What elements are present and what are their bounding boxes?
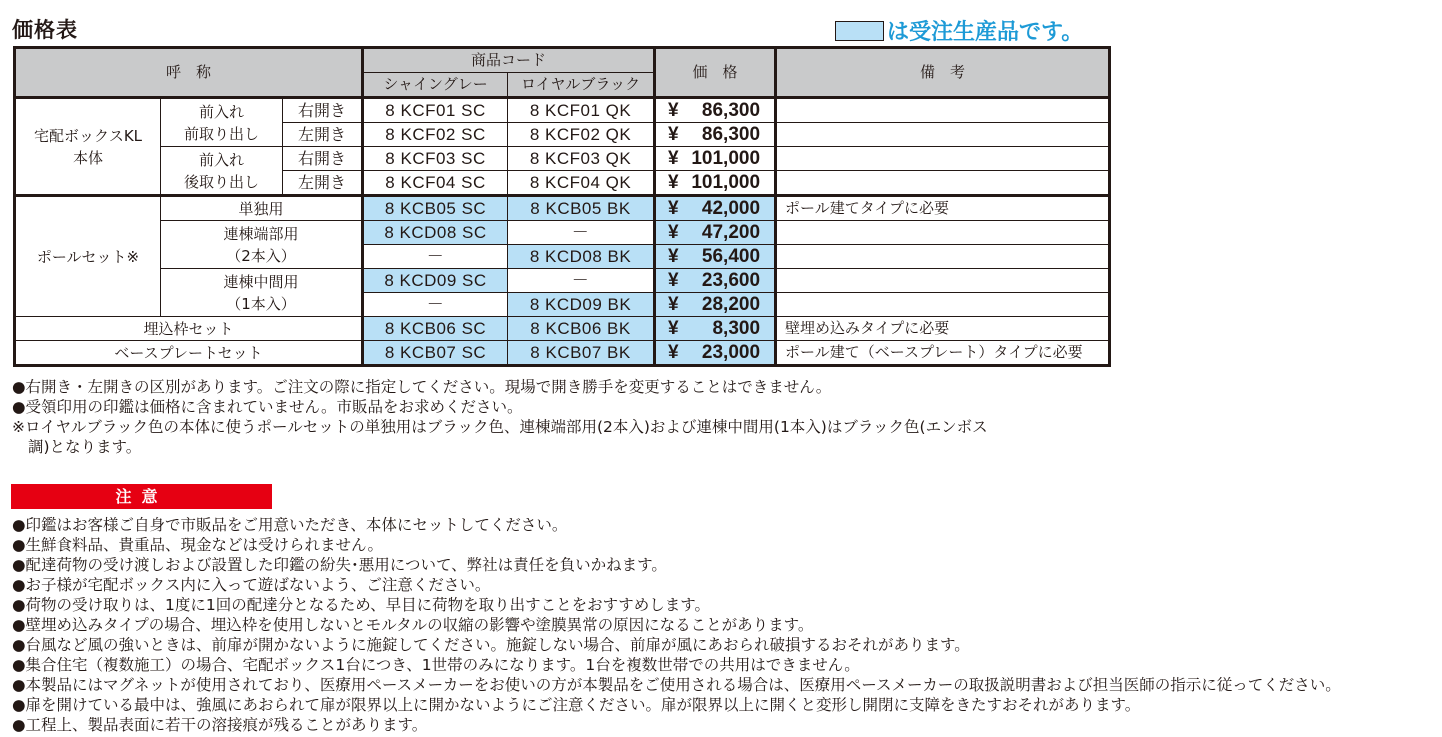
subgroup-line2: （2本入） [226, 246, 296, 265]
code-sc: 8 KCB05 SC [363, 196, 508, 221]
caution-item: ●印鑑はお客様ご自身で市販品をご用意いただき、本体にセットしてください。 [12, 516, 568, 534]
yen-sign: ¥ [668, 172, 679, 193]
opening-direction: 右開き [283, 98, 363, 123]
opening-direction: 左開き [283, 171, 363, 196]
yen-sign: ¥ [668, 246, 679, 267]
note-item: ●受領印用の印鑑は価格に含まれていません。市販品をお求めください。 [12, 398, 523, 416]
table-row [15, 147, 1110, 171]
group-body-line2: 本体 [72, 149, 103, 167]
price-value: 56,400 [701, 246, 761, 267]
price [655, 196, 776, 221]
code-sc: 8 KCD08 SC [363, 221, 508, 245]
table-row [15, 269, 1110, 293]
table-row [15, 341, 1110, 366]
made-to-order-label: は受注生産品です。 [887, 20, 1084, 45]
subgroup-line1: 連棟中間用 [223, 272, 299, 291]
header-shine-gray: シャイングレー [363, 73, 508, 98]
code-qk: 8 KCB07 BK [508, 341, 655, 366]
price-value: 8,300 [712, 318, 761, 339]
code-qk: 8 KCF01 QK [508, 98, 655, 123]
header-remarks: 備 考 [776, 48, 1110, 98]
group-body-line1: 宅配ボックスKL [33, 127, 143, 145]
price-value: 28,200 [701, 294, 761, 315]
header-name: 呼 称 [15, 48, 363, 98]
yen-sign: ¥ [668, 294, 679, 315]
header-royal-black: ロイヤルブラック [508, 73, 655, 98]
caution-item: ●配達荷物の受け渡しおよび設置した印鑑の紛失･悪用について、弊社は責任を負いかねます。 [12, 556, 667, 574]
code-qk: 8 KCB05 BK [508, 196, 655, 221]
code-qk: 8 KCF04 QK [508, 171, 655, 196]
caution-item: ●集合住宅（複数施工）の場合、宅配ボックス1台につき、1世帯のみになります。1台を複数世帯での共用はできません。 [12, 656, 860, 674]
note-item: ●右開き・左開きの区別があります。ご注文の際に指定してください。現場で開き勝手を変更することはできません。 [12, 378, 832, 396]
code-sc: － [363, 293, 508, 317]
price-value: 86,300 [701, 100, 761, 121]
caution-item: ●荷物の受け取りは、1度に1回の配達分となるため、早目に荷物を取り出すことをおすすめします。 [12, 596, 711, 614]
price [655, 269, 776, 293]
yen-sign: ¥ [668, 198, 679, 219]
caution-heading: 注意 [11, 484, 272, 509]
price-value: 101,000 [691, 172, 761, 193]
price-value: 23,000 [701, 342, 761, 363]
subgroup-end [161, 221, 363, 269]
caution-item: ●壁埋め込みタイプの場合、埋込枠を使用しないとモルタルの収縮の影響や塗膜異常の原因になることがあります。 [12, 616, 814, 634]
yen-sign: ¥ [668, 270, 679, 291]
item-base-plate-set: ベースプレートセット [15, 341, 363, 366]
price [655, 171, 776, 196]
price-value: 101,000 [691, 148, 761, 169]
subgroup-standalone: 単独用 [161, 196, 363, 221]
code-sc: 8 KCF04 SC [363, 171, 508, 196]
subgroup-middle [161, 269, 363, 317]
yen-sign: ¥ [668, 342, 679, 363]
price-value: 86,300 [701, 124, 761, 145]
code-sc: － [363, 245, 508, 269]
code-qk: 8 KCF03 QK [508, 147, 655, 171]
remarks [776, 98, 1110, 123]
code-qk: － [508, 269, 655, 293]
price [655, 293, 776, 317]
caution-item: ●工程上、製品表面に若干の溶接痕が残ることがあります。 [12, 716, 428, 734]
remarks [776, 147, 1110, 171]
subgroup-line1: 前入れ [198, 150, 244, 169]
code-sc: 8 KCD09 SC [363, 269, 508, 293]
made-to-order-legend [835, 15, 1083, 46]
caution-item: ●扉を開けている最中は、強風にあおられて扉が限界以上に開かないようにご注意ください。扉が限界以上に開くと変形し開閉に支障をきたすおそれがあります。 [12, 696, 1141, 714]
remarks [776, 171, 1110, 196]
remarks [776, 269, 1110, 293]
remarks: ポール建てタイプに必要 [776, 196, 1110, 221]
code-qk: － [508, 221, 655, 245]
price [655, 123, 776, 147]
yen-sign: ¥ [668, 318, 679, 339]
code-sc: 8 KCF03 SC [363, 147, 508, 171]
group-pole-set: ポールセット※ [15, 196, 161, 317]
price-value: 23,600 [701, 270, 761, 291]
subgroup-line2: 前取り出し [183, 124, 259, 143]
code-qk: 8 KCF02 QK [508, 123, 655, 147]
yen-sign: ¥ [668, 222, 679, 243]
remarks [776, 245, 1110, 269]
group-body [15, 98, 161, 196]
code-sc: 8 KCF02 SC [363, 123, 508, 147]
item-embed-frame-set: 埋込枠セット [15, 317, 363, 341]
subgroup-front-back [161, 147, 283, 196]
note-item: ※ロイヤルブラック色の本体に使うポールセットの単独用はブラック色、連棟端部用(2本入)および連棟中間用(1本入)はブラック色(エンボス [12, 418, 988, 436]
remarks [776, 221, 1110, 245]
code-sc: 8 KCB07 SC [363, 341, 508, 366]
subgroup-line2: （1本入） [226, 294, 296, 313]
subgroup-line1: 前入れ [198, 102, 244, 121]
price [655, 245, 776, 269]
remarks: ポール建て（ベースプレート）タイプに必要 [776, 341, 1110, 366]
header-price: 価 格 [655, 48, 776, 98]
note-item: 調)となります。 [28, 438, 142, 456]
price-value: 42,000 [701, 198, 761, 219]
table-row [15, 98, 1110, 123]
caution-item: ●本製品にはマグネットが使用されており、医療用ペースメーカーをお使いの方が本製品をご使用される場合は、医療用ペースメーカーの取扱説明書および担当医師の指示に従ってください。 [12, 676, 1341, 694]
caution-item: ●生鮮食料品、貴重品、現金などは受けられません。 [12, 536, 383, 554]
price [655, 317, 776, 341]
remarks [776, 123, 1110, 147]
code-sc: 8 KCF01 SC [363, 98, 508, 123]
price [655, 147, 776, 171]
caution-list [12, 515, 1341, 735]
price-table [13, 46, 1111, 367]
price [655, 221, 776, 245]
code-sc: 8 KCB06 SC [363, 317, 508, 341]
table-row [15, 221, 1110, 245]
price-value: 47,200 [701, 222, 761, 243]
subgroup-line1: 連棟端部用 [223, 224, 299, 243]
subgroup-front-front [161, 98, 283, 147]
code-qk: 8 KCD08 BK [508, 245, 655, 269]
table-row [15, 196, 1110, 221]
price [655, 98, 776, 123]
opening-direction: 左開き [283, 123, 363, 147]
header-product-code: 商品コード [363, 48, 655, 73]
code-qk: 8 KCD09 BK [508, 293, 655, 317]
page-title: 価格表 [12, 18, 78, 42]
yen-sign: ¥ [668, 100, 679, 121]
made-to-order-swatch [835, 21, 884, 41]
remarks [776, 293, 1110, 317]
subgroup-line2: 後取り出し [183, 172, 259, 191]
table-row [15, 317, 1110, 341]
yen-sign: ¥ [668, 148, 679, 169]
caution-item: ●お子様が宅配ボックス内に入って遊ばないよう、ご注意ください。 [12, 576, 491, 594]
price [655, 341, 776, 366]
yen-sign: ¥ [668, 124, 679, 145]
table-notes [12, 377, 988, 457]
caution-item: ●台風など風の強いときは、前扉が開かないように施錠してください。施錠しない場合、前扉が風にあおられ破損するおそれがあります。 [12, 636, 970, 654]
code-qk: 8 KCB06 BK [508, 317, 655, 341]
remarks: 壁埋め込みタイプに必要 [776, 317, 1110, 341]
opening-direction: 右開き [283, 147, 363, 171]
